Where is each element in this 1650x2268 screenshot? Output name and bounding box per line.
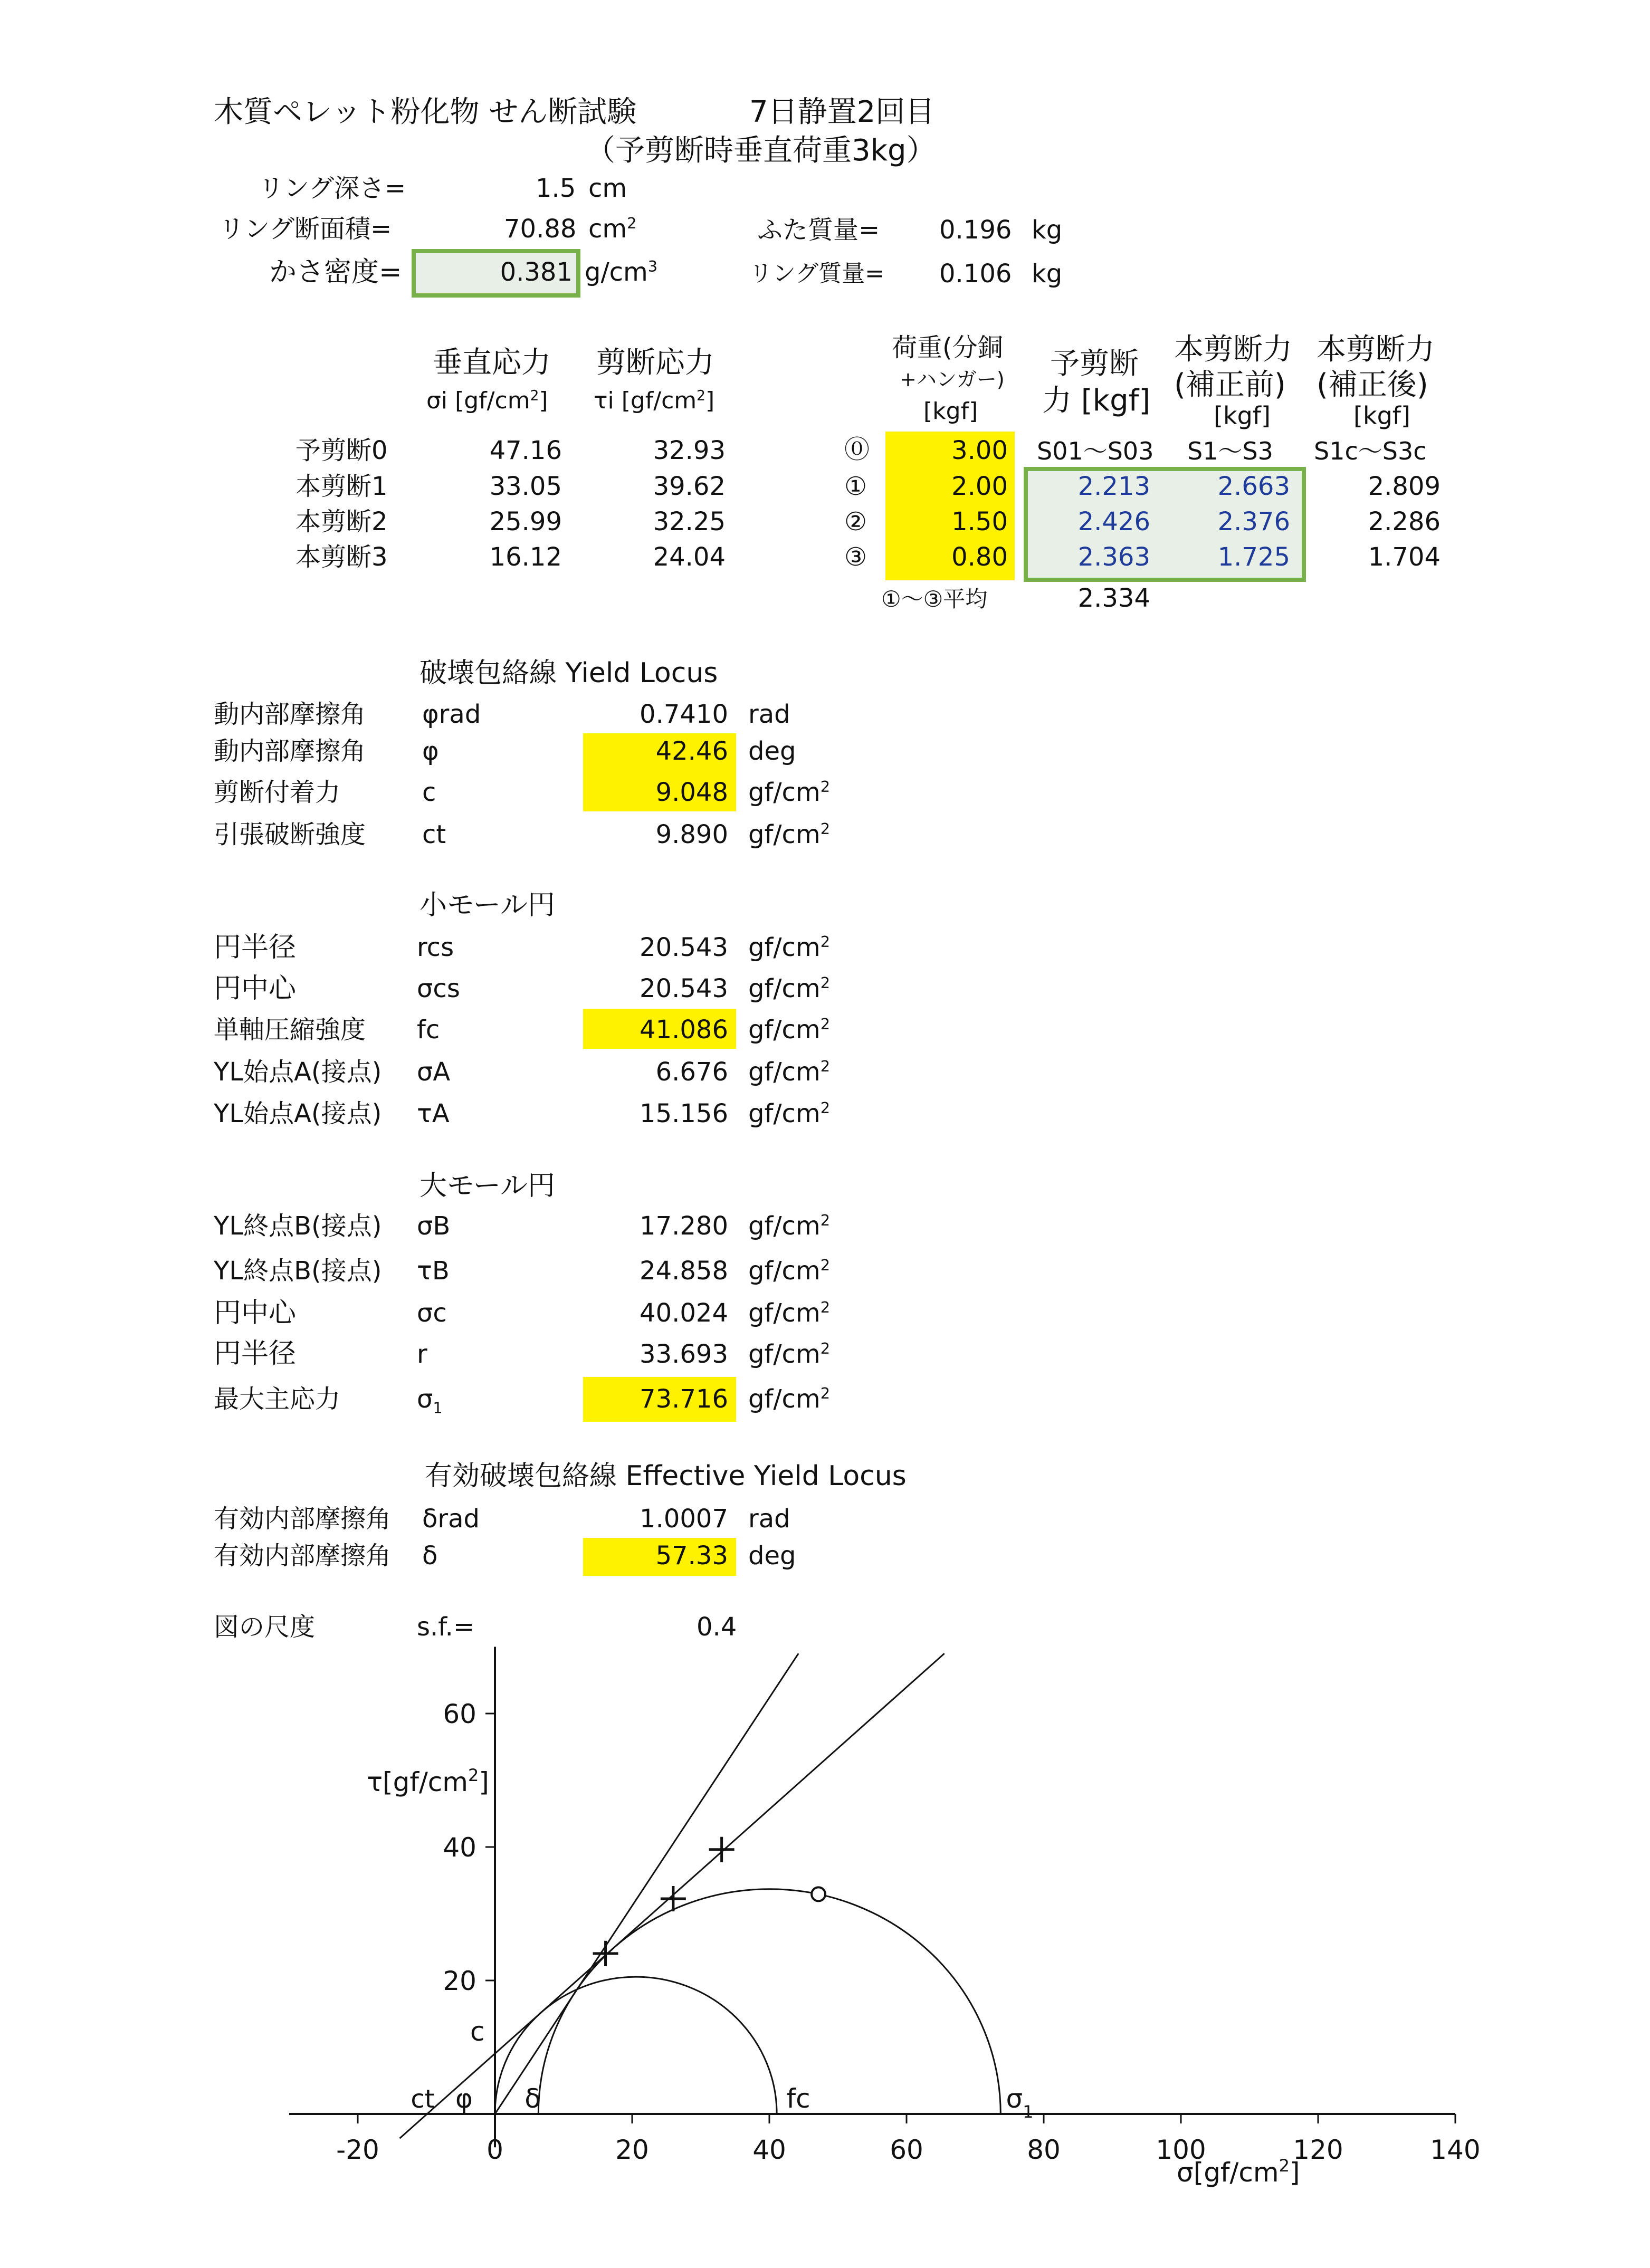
shear-before-value: 2.663	[1217, 472, 1290, 501]
param-value: 15.156	[640, 1099, 728, 1128]
table-row-label: 本剪断2	[295, 507, 388, 537]
row-number: ①	[844, 472, 867, 501]
ring-depth-label: リング深さ=	[259, 174, 406, 203]
table-cell-tau: 32.25	[653, 507, 726, 537]
bulk-density-value: 0.381	[500, 257, 573, 287]
param-label: YL始点A(接点)	[214, 1057, 382, 1087]
fc-label: fc	[786, 2083, 810, 2114]
table-cell-sigma: 33.05	[489, 472, 562, 501]
shear-stress-unit: τi $[gf/cm^2]$	[594, 387, 715, 414]
ring-area-unit: $cm^2$	[588, 214, 637, 244]
y-tick-label: 40	[443, 1832, 476, 1863]
shear-before-value: 1.725	[1217, 542, 1290, 572]
param-symbol: r	[417, 1339, 427, 1369]
lid-mass-label: ふた質量=	[757, 215, 880, 245]
param-symbol: rcs	[417, 933, 454, 962]
shear-after-value: 1.704	[1368, 542, 1441, 572]
range-preshear: S01～S03	[1037, 437, 1154, 465]
ring-mass-label: リング質量=	[749, 260, 884, 287]
x-tick-label: 80	[1027, 2135, 1061, 2165]
param-label: 引張破断強度	[214, 820, 366, 849]
table-cell-sigma: 16.12	[489, 542, 562, 572]
shear-stress-header: 剪断応力	[596, 346, 714, 380]
preshear-value: 2.363	[1077, 542, 1150, 572]
param-value: 6.676	[655, 1057, 728, 1087]
param-symbol: δrad	[422, 1504, 480, 1534]
x-tick-label: 20	[615, 2135, 649, 2165]
param-unit: deg	[748, 1541, 796, 1571]
x-tick-label: 0	[487, 2135, 503, 2165]
yield-locus-heading: 破壊包絡線 Yield Locus	[419, 657, 718, 689]
param-value: 20.543	[640, 933, 728, 962]
param-unit: $gf/cm^2$	[748, 1256, 831, 1286]
shear-after-value: 2.286	[1368, 507, 1441, 537]
row-number: ⓪	[844, 435, 870, 464]
lid-mass-unit: kg	[1032, 215, 1063, 245]
shear-point-marker	[709, 1837, 735, 1862]
effective-locus-heading: 有効破壊包絡線 Effective Yield Locus	[425, 1460, 907, 1492]
param-unit: $gf/cm^2$	[748, 778, 831, 807]
param-unit: $gf/cm^2$	[748, 1298, 831, 1328]
param-symbol: σB	[417, 1211, 451, 1241]
shear-before-header-2: (補正前)	[1174, 368, 1286, 402]
x-tick-label: -20	[336, 2135, 379, 2165]
param-label: 有効内部摩擦角	[214, 1541, 392, 1571]
preshear-header-2: 力 [kgf]	[1042, 384, 1151, 418]
shear-point-marker	[661, 1886, 686, 1911]
param-value: 24.858	[640, 1256, 728, 1286]
param-symbol: φrad	[422, 700, 481, 729]
load-header-2: +ハンガー)	[900, 368, 1005, 391]
row-number: ③	[844, 542, 867, 572]
bulk-density-unit: $g/cm^3$	[585, 257, 658, 287]
preshear-point-marker	[812, 1887, 825, 1901]
scale-value: 0.4	[697, 1612, 737, 1642]
y-tick-label: 60	[443, 1699, 476, 1729]
c-label: c	[470, 2016, 485, 2047]
y-tick-label: 20	[443, 1966, 476, 1996]
param-unit: $gf/cm^2$	[748, 1339, 831, 1369]
param-unit: $gf/cm^2$	[748, 1099, 831, 1128]
normal-stress-header: 垂直応力	[433, 346, 551, 380]
ring-mass-value: 0.106	[939, 259, 1012, 289]
ring-mass-unit: kg	[1032, 259, 1063, 289]
ring-depth-unit: cm	[588, 174, 627, 203]
shear-after-value: 2.809	[1368, 472, 1441, 501]
param-label: YL始点A(接点)	[214, 1099, 382, 1128]
load-value: 3.00	[951, 436, 1008, 465]
table-row-label: 本剪断1	[295, 472, 388, 501]
load-header-3: [kgf]	[923, 398, 978, 425]
page-title: 木質ペレット粉化物 せん断試験	[214, 95, 637, 129]
shear-before-header-1: 本剪断力	[1174, 332, 1292, 367]
param-label: 最大主応力	[214, 1384, 341, 1414]
average-label: ①～③平均	[881, 586, 988, 612]
param-value: 41.086	[640, 1015, 728, 1045]
x-tick-label: 40	[752, 2135, 786, 2165]
x-axis-label: $\sigma[gf/cm^2]$	[1177, 2156, 1300, 2188]
load-value: 0.80	[951, 542, 1008, 572]
preshear-header-1: 予剪断	[1050, 347, 1139, 381]
param-label: YL終点B(接点)	[214, 1256, 382, 1286]
delta-label: δ	[524, 2083, 541, 2114]
shear-before-value: 2.376	[1217, 507, 1290, 537]
ring-depth-value: 1.5	[536, 174, 576, 203]
param-symbol: ct	[422, 820, 446, 849]
preshear-value: 2.213	[1077, 472, 1150, 501]
table-cell-sigma: 25.99	[489, 507, 562, 537]
param-symbol: τB	[417, 1256, 450, 1286]
param-value: 1.0007	[640, 1504, 728, 1534]
param-symbol: fc	[417, 1015, 440, 1045]
load-value: 1.50	[951, 507, 1008, 537]
table-cell-tau: 24.04	[653, 542, 726, 572]
param-value: 17.280	[640, 1211, 728, 1241]
param-value: 40.024	[640, 1298, 728, 1328]
x-tick-label: 140	[1430, 2135, 1481, 2165]
param-unit: $gf/cm^2$	[748, 1384, 831, 1414]
table-row-label: 予剪断0	[295, 436, 388, 465]
param-unit: rad	[748, 700, 790, 729]
param-symbol: τA	[417, 1099, 450, 1128]
param-unit: rad	[748, 1504, 790, 1534]
param-label: 動内部摩擦角	[214, 700, 366, 729]
scale-label: 図の尺度	[214, 1612, 316, 1642]
table-cell-sigma: 47.16	[489, 436, 562, 465]
param-symbol: c	[422, 778, 436, 807]
table-row-label: 本剪断3	[295, 542, 388, 572]
bulk-density-label: かさ密度=	[269, 256, 402, 288]
table-cell-tau: 32.93	[653, 436, 726, 465]
param-unit: $gf/cm^2$	[748, 1211, 831, 1241]
ring-area-label: リング断面積=	[219, 214, 392, 244]
param-value: 9.048	[655, 778, 728, 807]
param-unit: $gf/cm^2$	[748, 933, 831, 962]
range-after: S1c～S3c	[1314, 437, 1427, 465]
param-unit: $gf/cm^2$	[748, 1015, 831, 1045]
scale-symbol: s.f.=	[417, 1612, 475, 1642]
page-title-condition: 7日静置2回目	[749, 95, 935, 129]
param-unit: $gf/cm^2$	[748, 974, 831, 1003]
x-tick-label: 60	[890, 2135, 923, 2165]
effective-locus-line	[495, 1653, 798, 2114]
param-value: 20.543	[640, 974, 728, 1003]
shear-after-header-2: (補正後)	[1317, 368, 1428, 402]
small-mohr-heading: 小モール円	[419, 889, 555, 921]
param-unit: $gf/cm^2$	[748, 1057, 831, 1087]
phi-label: φ	[455, 2083, 473, 2114]
param-label: 有効内部摩擦角	[214, 1504, 392, 1534]
x-tick-label: 100	[1156, 2135, 1206, 2165]
shear-after-header-3: [kgf]	[1353, 401, 1410, 430]
param-unit: $gf/cm^2$	[748, 820, 831, 849]
param-unit: deg	[748, 736, 796, 766]
sigma1-label: $\sigma_1$	[1006, 2083, 1034, 2122]
preshear-value: 2.426	[1077, 507, 1150, 537]
normal-stress-unit: σi $[gf/cm^2]$	[426, 387, 548, 414]
param-symbol: σc	[417, 1298, 447, 1328]
shear-before-header-3: [kgf]	[1214, 401, 1271, 430]
param-symbol: σA	[417, 1057, 451, 1087]
param-label: 円半径	[214, 932, 297, 963]
param-label: 円中心	[214, 1297, 297, 1329]
large-mohr-heading: 大モール円	[419, 1170, 555, 1202]
shear-after-header-1: 本剪断力	[1317, 332, 1435, 367]
row-number: ②	[844, 507, 867, 537]
param-label: 円半径	[214, 1338, 297, 1370]
ct-label: ct	[411, 2084, 435, 2114]
page-subtitle: （予剪断時垂直荷重3kg）	[586, 133, 936, 168]
param-value: 9.890	[655, 820, 728, 849]
param-symbol: $\sigma_1$	[417, 1384, 443, 1417]
param-symbol: δ	[422, 1541, 438, 1571]
large-mohr-circle	[538, 1889, 1000, 2114]
load-value: 2.00	[951, 472, 1008, 501]
param-label: 動内部摩擦角	[214, 736, 366, 766]
lid-mass-value: 0.196	[939, 215, 1012, 245]
range-before: S1～S3	[1187, 437, 1273, 465]
ring-area-value: 70.88	[504, 214, 577, 244]
param-symbol: φ	[422, 736, 439, 766]
param-value: 42.46	[655, 736, 728, 766]
param-label: 剪断付着力	[214, 778, 341, 807]
param-symbol: σcs	[417, 974, 460, 1003]
average-value: 2.334	[1077, 583, 1150, 613]
x-tick-label: 120	[1293, 2135, 1343, 2165]
load-header-1: 荷重(分銅	[892, 333, 1003, 362]
param-value: 57.33	[655, 1541, 728, 1571]
param-value: 0.7410	[640, 700, 728, 729]
param-value: 33.693	[640, 1339, 728, 1369]
param-label: 円中心	[214, 973, 297, 1004]
table-cell-tau: 39.62	[653, 472, 726, 501]
param-value: 73.716	[640, 1384, 728, 1414]
param-label: 単軸圧縮強度	[214, 1015, 366, 1045]
y-axis-label: $\tau[gf/cm^2]$	[367, 1765, 489, 1797]
param-label: YL終点B(接点)	[214, 1211, 382, 1241]
